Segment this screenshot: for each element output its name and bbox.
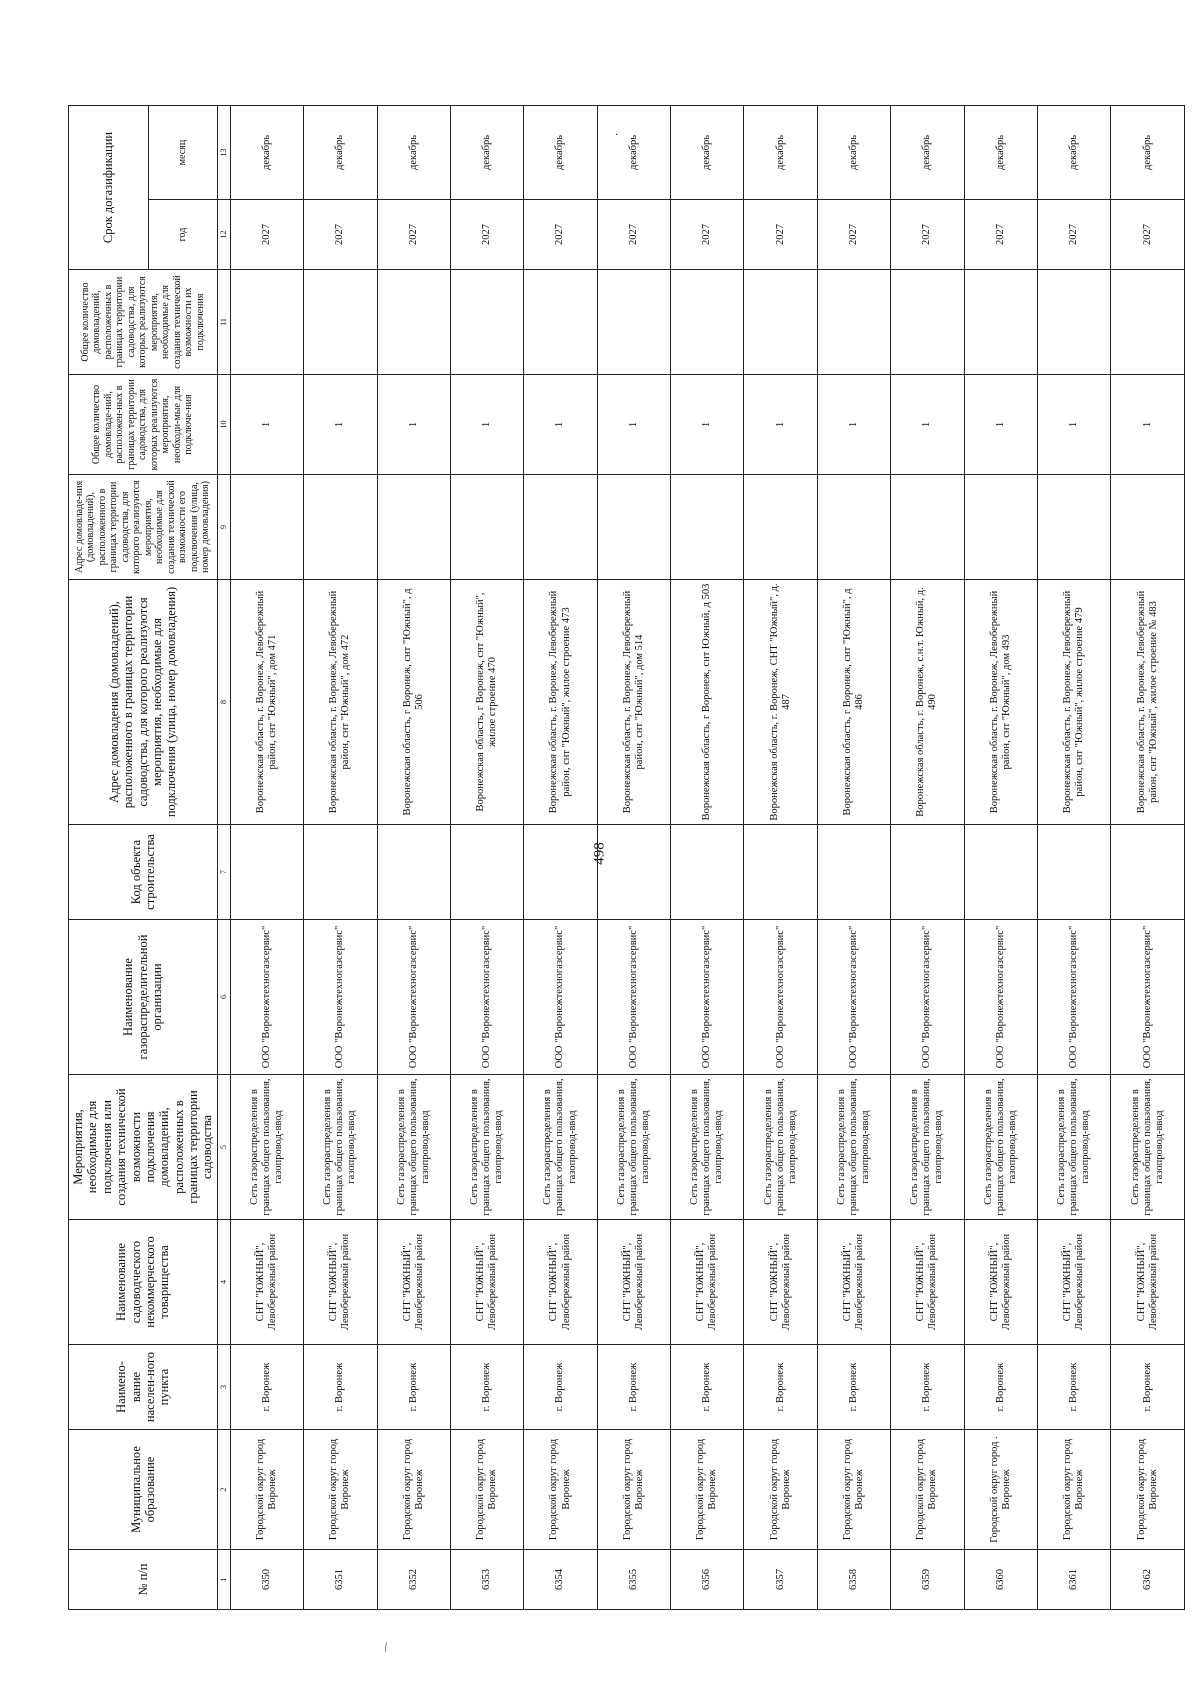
cell-address: Воронежская область, г. Воронеж, Левобережный район, снт "Южный", жилое строение 473 bbox=[524, 580, 597, 825]
cell-gas-org: ООО "Воронежтехногазсервис" bbox=[450, 920, 523, 1075]
header-gas-org: Наименование газораспределительной организации bbox=[69, 920, 218, 1075]
cell-measures: Сеть газораспределения в границах общего пользования, газопровод-ввод bbox=[1038, 1075, 1111, 1220]
cell-object-code bbox=[744, 825, 817, 920]
page-number: 498 bbox=[591, 842, 608, 865]
cell-count-tech bbox=[744, 270, 817, 375]
register-table bbox=[68, 105, 1185, 1610]
cell-term-month: декабрь bbox=[744, 106, 817, 200]
cell-gas-org: ООО "Воронежтехногазсервис" bbox=[891, 920, 964, 1075]
cell-row-number: 6350 bbox=[230, 1550, 303, 1610]
column-number: 13 bbox=[217, 106, 230, 200]
cell-municipality: Городской округ город Воронеж bbox=[671, 1430, 744, 1550]
cell-gas-org: ООО "Воронежтехногазсервис" bbox=[1111, 920, 1184, 1075]
cell-municipality: Городской округ город Воронеж bbox=[1111, 1430, 1184, 1550]
cell-count-tech bbox=[891, 270, 964, 375]
cell-count-tech bbox=[524, 270, 597, 375]
column-number: 8 bbox=[217, 580, 230, 825]
header-snt: Наименование садоводческого некоммерческого товарищества bbox=[69, 1220, 218, 1345]
cell-snt-name: СНТ "ЮЖНЫЙ", Левобережный район bbox=[1111, 1220, 1184, 1345]
cell-address: Воронежская область, г. Воронеж, СНТ "Южный", д. 487 bbox=[744, 580, 817, 825]
cell-settlement: г. Воронеж bbox=[377, 1345, 450, 1430]
table-row bbox=[744, 106, 817, 1610]
cell-address-tech bbox=[817, 475, 890, 580]
cell-term-year: 2027 bbox=[597, 200, 670, 270]
cell-municipality: Городской округ город Воронеж bbox=[1038, 1430, 1111, 1550]
cell-address-tech bbox=[377, 475, 450, 580]
cell-snt-name: СНТ "ЮЖНЫЙ", Левобережный район bbox=[304, 1220, 377, 1345]
cell-measures: Сеть газораспределения в границах общего пользования, газопровод-ввод bbox=[671, 1075, 744, 1220]
cell-object-code bbox=[1111, 825, 1184, 920]
cell-term-year: 2027 bbox=[744, 200, 817, 270]
cell-term-month: декабрь bbox=[230, 106, 303, 200]
cell-municipality: Городской округ город Воронеж bbox=[817, 1430, 890, 1550]
cell-municipality: Городской округ город Воронеж bbox=[891, 1430, 964, 1550]
cell-gas-org: ООО "Воронежтехногазсервис" bbox=[964, 920, 1037, 1075]
cell-term-year: 2027 bbox=[230, 200, 303, 270]
table-row bbox=[230, 106, 303, 1610]
column-number: 12 bbox=[217, 200, 230, 270]
cell-term-year: 2027 bbox=[964, 200, 1037, 270]
cell-object-code bbox=[450, 825, 523, 920]
table-row bbox=[671, 106, 744, 1610]
cell-row-number: 6359 bbox=[891, 1550, 964, 1610]
scan-mark: ⁄ bbox=[381, 1640, 391, 1654]
cell-count: 1 bbox=[891, 375, 964, 475]
cell-settlement: г. Воронеж bbox=[230, 1345, 303, 1430]
cell-measures: Сеть газораспределения в границах общего пользования, газопровод-ввод bbox=[377, 1075, 450, 1220]
cell-gas-org: ООО "Воронежтехногазсервис" bbox=[1038, 920, 1111, 1075]
cell-count: 1 bbox=[230, 375, 303, 475]
header-row bbox=[69, 106, 149, 1610]
cell-measures: Сеть газораспределения в границах общего пользования, газопровод-ввод bbox=[230, 1075, 303, 1220]
header-address-tech: Адрес домовладе-ния (домовладений), расположенного в границах территории садоводства, для которого реализуются мероприятия, необходимые для создания технической возможности его подключения (улица, номер домовладения) bbox=[69, 475, 218, 580]
cell-snt-name: СНТ "ЮЖНЫЙ", Левобережный район bbox=[817, 1220, 890, 1345]
header-object-code: Код объекта строительства bbox=[69, 825, 218, 920]
cell-address: Воронежская область, г. Воронеж, Левобережный район, снт "Южный", дом 471 bbox=[230, 580, 303, 825]
cell-object-code bbox=[817, 825, 890, 920]
cell-term-month: декабрь bbox=[964, 106, 1037, 200]
cell-address: Воронежская область, г. Воронеж, Левобережный район, снт "Южный", жилое строение 479 bbox=[1038, 580, 1111, 825]
cell-address-tech bbox=[230, 475, 303, 580]
cell-snt-name: СНТ "ЮЖНЫЙ", Левобережный район bbox=[671, 1220, 744, 1345]
cell-municipality: Городской округ город Воронеж bbox=[597, 1430, 670, 1550]
cell-row-number: 6361 bbox=[1038, 1550, 1111, 1610]
table-body bbox=[230, 106, 1184, 1610]
cell-count: 1 bbox=[377, 375, 450, 475]
cell-municipality: Городской округ город Воронеж bbox=[304, 1430, 377, 1550]
header-municipality: Муниципальное образование bbox=[69, 1430, 218, 1550]
cell-term-year: 2027 bbox=[377, 200, 450, 270]
cell-measures: Сеть газораспределения в границах общего пользования, газопровод-ввод bbox=[1111, 1075, 1184, 1220]
cell-row-number: 6362 bbox=[1111, 1550, 1184, 1610]
cell-address: Воронежская область, г. Воронеж, Левобережный район, снт "Южный", дом 514 bbox=[597, 580, 670, 825]
cell-gas-org: ООО "Воронежтехногазсервис" bbox=[524, 920, 597, 1075]
cell-count-tech bbox=[1038, 270, 1111, 375]
cell-settlement: г. Воронеж bbox=[671, 1345, 744, 1430]
cell-count-tech bbox=[671, 270, 744, 375]
cell-address-tech bbox=[744, 475, 817, 580]
cell-snt-name: СНТ "ЮЖНЫЙ", Левобережный район bbox=[524, 1220, 597, 1345]
scan-dot: · bbox=[615, 130, 619, 141]
cell-measures: Сеть газораспределения в границах общего пользования, газопровод-ввод bbox=[817, 1075, 890, 1220]
cell-term-year: 2027 bbox=[304, 200, 377, 270]
table-row bbox=[817, 106, 890, 1610]
header-count-tech: Общее количество домовладений, расположенных в границах территории садоводства, для которых реализуются мероприятия, необходимые для создания технической возможности их подключения bbox=[69, 270, 218, 375]
cell-measures: Сеть газораспределения в границах общего пользования, газопровод-ввод bbox=[304, 1075, 377, 1220]
cell-snt-name: СНТ "ЮЖНЫЙ", Левобережный район bbox=[1038, 1220, 1111, 1345]
cell-address-tech bbox=[1038, 475, 1111, 580]
cell-row-number: 6356 bbox=[671, 1550, 744, 1610]
cell-count: 1 bbox=[524, 375, 597, 475]
cell-measures: Сеть газораспределения в границах общего пользования, газопровод-ввод bbox=[964, 1075, 1037, 1220]
cell-settlement: г. Воронеж bbox=[304, 1345, 377, 1430]
cell-snt-name: СНТ "ЮЖНЫЙ", Левобережный район bbox=[744, 1220, 817, 1345]
cell-municipality: Городской округ город Воронеж bbox=[524, 1430, 597, 1550]
cell-settlement: г. Воронеж bbox=[1038, 1345, 1111, 1430]
cell-settlement: г. Воронеж bbox=[1111, 1345, 1184, 1430]
column-number: 5 bbox=[217, 1075, 230, 1220]
cell-count-tech bbox=[597, 270, 670, 375]
header-measures: Мероприятия, необходимые для подключения или создания технической возможности подключения домовладений, расположенных в границах территории садоводства bbox=[69, 1075, 218, 1220]
table-row bbox=[597, 106, 670, 1610]
cell-term-month: декабрь bbox=[817, 106, 890, 200]
cell-settlement: г. Воронеж bbox=[744, 1345, 817, 1430]
cell-row-number: 6358 bbox=[817, 1550, 890, 1610]
cell-measures: Сеть газораспределения в границах общего пользования, газопровод-ввод bbox=[524, 1075, 597, 1220]
cell-address-tech bbox=[524, 475, 597, 580]
cell-term-year: 2027 bbox=[450, 200, 523, 270]
cell-municipality: Городской округ город Воронеж bbox=[230, 1430, 303, 1550]
cell-address-tech bbox=[450, 475, 523, 580]
cell-settlement: г. Воронеж bbox=[891, 1345, 964, 1430]
cell-settlement: г. Воронеж bbox=[524, 1345, 597, 1430]
register-table-wrapper bbox=[68, 106, 1165, 1610]
cell-count-tech bbox=[230, 270, 303, 375]
header-term: Срок догазификации bbox=[69, 106, 149, 270]
cell-settlement: г. Воронеж bbox=[964, 1345, 1037, 1430]
cell-address: Воронежская область, г. Воронеж, Левобережный район, снт "Южный", дом 472 bbox=[304, 580, 377, 825]
cell-term-month: декабрь bbox=[671, 106, 744, 200]
cell-address: Воронежская область, г Воронеж, снт Южный, д 503 bbox=[671, 580, 744, 825]
cell-count: 1 bbox=[450, 375, 523, 475]
header-settlement: Наимено-вание населен-ного пункта bbox=[69, 1345, 218, 1430]
table-row bbox=[377, 106, 450, 1610]
cell-measures: Сеть газораспределения в границах общего пользования, газопровод-ввод bbox=[597, 1075, 670, 1220]
cell-count-tech bbox=[304, 270, 377, 375]
cell-municipality: Городской округ город Воронеж bbox=[377, 1430, 450, 1550]
cell-term-year: 2027 bbox=[891, 200, 964, 270]
cell-row-number: 6357 bbox=[744, 1550, 817, 1610]
cell-count-tech bbox=[377, 270, 450, 375]
cell-term-year: 2027 bbox=[671, 200, 744, 270]
cell-term-month: декабрь bbox=[891, 106, 964, 200]
cell-address-tech bbox=[597, 475, 670, 580]
cell-gas-org: ООО "Воронежтехногазсервис" bbox=[671, 920, 744, 1075]
cell-row-number: 6351 bbox=[304, 1550, 377, 1610]
cell-term-year: 2027 bbox=[1111, 200, 1184, 270]
cell-row-number: 6354 bbox=[524, 1550, 597, 1610]
column-number: 4 bbox=[217, 1220, 230, 1345]
cell-object-code bbox=[524, 825, 597, 920]
cell-object-code bbox=[891, 825, 964, 920]
cell-object-code bbox=[671, 825, 744, 920]
cell-count-tech bbox=[964, 270, 1037, 375]
cell-address: Воронежская область, г Воронеж, снт "Южный", д 506 bbox=[377, 580, 450, 825]
table-row bbox=[964, 106, 1037, 1610]
table-row bbox=[450, 106, 523, 1610]
cell-count-tech bbox=[450, 270, 523, 375]
header-number: № п/п bbox=[69, 1550, 218, 1610]
column-number: 2 bbox=[217, 1430, 230, 1550]
cell-address-tech bbox=[1111, 475, 1184, 580]
cell-gas-org: ООО "Воронежтехногазсервис" bbox=[304, 920, 377, 1075]
header-month: месяц bbox=[149, 106, 217, 200]
cell-address-tech bbox=[671, 475, 744, 580]
column-number: 7 bbox=[217, 825, 230, 920]
cell-municipality: Городской округ город Воронеж bbox=[744, 1430, 817, 1550]
cell-object-code bbox=[230, 825, 303, 920]
cell-measures: Сеть газораспределения в границах общего пользования, газопровод-ввод bbox=[744, 1075, 817, 1220]
column-number: 1 bbox=[217, 1550, 230, 1610]
cell-row-number: 6360 bbox=[964, 1550, 1037, 1610]
cell-municipality: Городской округ город Воронеж bbox=[450, 1430, 523, 1550]
cell-snt-name: СНТ "ЮЖНЫЙ", Левобережный район bbox=[377, 1220, 450, 1345]
cell-term-month: декабрь bbox=[1111, 106, 1184, 200]
cell-gas-org: ООО "Воронежтехногазсервис" bbox=[230, 920, 303, 1075]
cell-object-code bbox=[964, 825, 1037, 920]
cell-count: 1 bbox=[597, 375, 670, 475]
cell-snt-name: СНТ "ЮЖНЫЙ", Левобережный район bbox=[964, 1220, 1037, 1345]
cell-count-tech bbox=[817, 270, 890, 375]
cell-term-year: 2027 bbox=[524, 200, 597, 270]
cell-term-year: 2027 bbox=[1038, 200, 1111, 270]
cell-count: 1 bbox=[744, 375, 817, 475]
column-number: 3 bbox=[217, 1345, 230, 1430]
column-number: 11 bbox=[217, 270, 230, 375]
cell-count-tech bbox=[1111, 270, 1184, 375]
column-numbers-row bbox=[217, 106, 230, 1610]
cell-row-number: 6353 bbox=[450, 1550, 523, 1610]
cell-term-month: декабрь bbox=[1038, 106, 1111, 200]
cell-count: 1 bbox=[304, 375, 377, 475]
header-year: год bbox=[149, 200, 217, 270]
column-number: 6 bbox=[217, 920, 230, 1075]
cell-object-code bbox=[597, 825, 670, 920]
cell-object-code bbox=[304, 825, 377, 920]
cell-term-month: декабрь bbox=[597, 106, 670, 200]
cell-municipality: Городской округ город . Воронеж bbox=[964, 1430, 1037, 1550]
cell-object-code bbox=[1038, 825, 1111, 920]
cell-gas-org: ООО "Воронежтехногазсервис" bbox=[597, 920, 670, 1075]
cell-count: 1 bbox=[817, 375, 890, 475]
header-address: Адрес домовладения (домовладений), расположенного в границах территории садоводства, для которого реализуются мероприятия, необходимые для подключения (улица, номер домовладения) bbox=[69, 580, 218, 825]
cell-address-tech bbox=[304, 475, 377, 580]
cell-address-tech bbox=[964, 475, 1037, 580]
cell-snt-name: СНТ "ЮЖНЫЙ", Левобережный район bbox=[891, 1220, 964, 1345]
cell-count: 1 bbox=[964, 375, 1037, 475]
cell-count: 1 bbox=[1111, 375, 1184, 475]
cell-term-month: декабрь bbox=[377, 106, 450, 200]
cell-snt-name: СНТ "ЮЖНЫЙ", Левобережный район bbox=[230, 1220, 303, 1345]
cell-term-month: декабрь bbox=[450, 106, 523, 200]
cell-gas-org: ООО "Воронежтехногазсервис" bbox=[377, 920, 450, 1075]
cell-gas-org: ООО "Воронежтехногазсервис" bbox=[817, 920, 890, 1075]
cell-address: Воронежская область, г Воронеж, снт "Южный", жилое строение 470 bbox=[450, 580, 523, 825]
cell-row-number: 6355 bbox=[597, 1550, 670, 1610]
header-count: Общее количество домовладе-ний, расположен-ных в границах территории садоводства, для которых реализуются мероприятия, необходи-мые для подключе-ния bbox=[69, 375, 218, 475]
cell-count: 1 bbox=[1038, 375, 1111, 475]
cell-settlement: г. Воронеж bbox=[597, 1345, 670, 1430]
cell-term-month: декабрь bbox=[304, 106, 377, 200]
cell-term-month: декабрь bbox=[524, 106, 597, 200]
table-row bbox=[304, 106, 377, 1610]
table-row bbox=[1038, 106, 1111, 1610]
column-number: 10 bbox=[217, 375, 230, 475]
cell-address: Воронежская область, г. Воронеж, Левобережный район, снт "Южный", дом 493 bbox=[964, 580, 1037, 825]
cell-settlement: г. Воронеж bbox=[450, 1345, 523, 1430]
cell-snt-name: СНТ "ЮЖНЫЙ", Левобережный район bbox=[450, 1220, 523, 1345]
cell-snt-name: СНТ "ЮЖНЫЙ", Левобережный район bbox=[597, 1220, 670, 1345]
cell-settlement: г. Воронеж bbox=[817, 1345, 890, 1430]
table-row bbox=[524, 106, 597, 1610]
cell-gas-org: ООО "Воронежтехногазсервис" bbox=[744, 920, 817, 1075]
column-number: 9 bbox=[217, 475, 230, 580]
cell-address: Воронежская область, г. Воронеж, с.н.т. Южный, д. 490 bbox=[891, 580, 964, 825]
cell-address: Воронежская область, г. Воронеж, Левобережный район, снт "Южный", жилое строение № 483 bbox=[1111, 580, 1184, 825]
table-row bbox=[1111, 106, 1184, 1610]
cell-term-year: 2027 bbox=[817, 200, 890, 270]
cell-measures: Сеть газораспределения в границах общего пользования, газопровод-ввод bbox=[450, 1075, 523, 1220]
cell-object-code bbox=[377, 825, 450, 920]
cell-row-number: 6352 bbox=[377, 1550, 450, 1610]
cell-address-tech bbox=[891, 475, 964, 580]
cell-address: Воронежская область, г Воронеж, снт "Южный", д 486 bbox=[817, 580, 890, 825]
table-row bbox=[891, 106, 964, 1610]
cell-measures: Сеть газораспределения в границах общего пользования, газопровод-ввод bbox=[891, 1075, 964, 1220]
cell-count: 1 bbox=[671, 375, 744, 475]
